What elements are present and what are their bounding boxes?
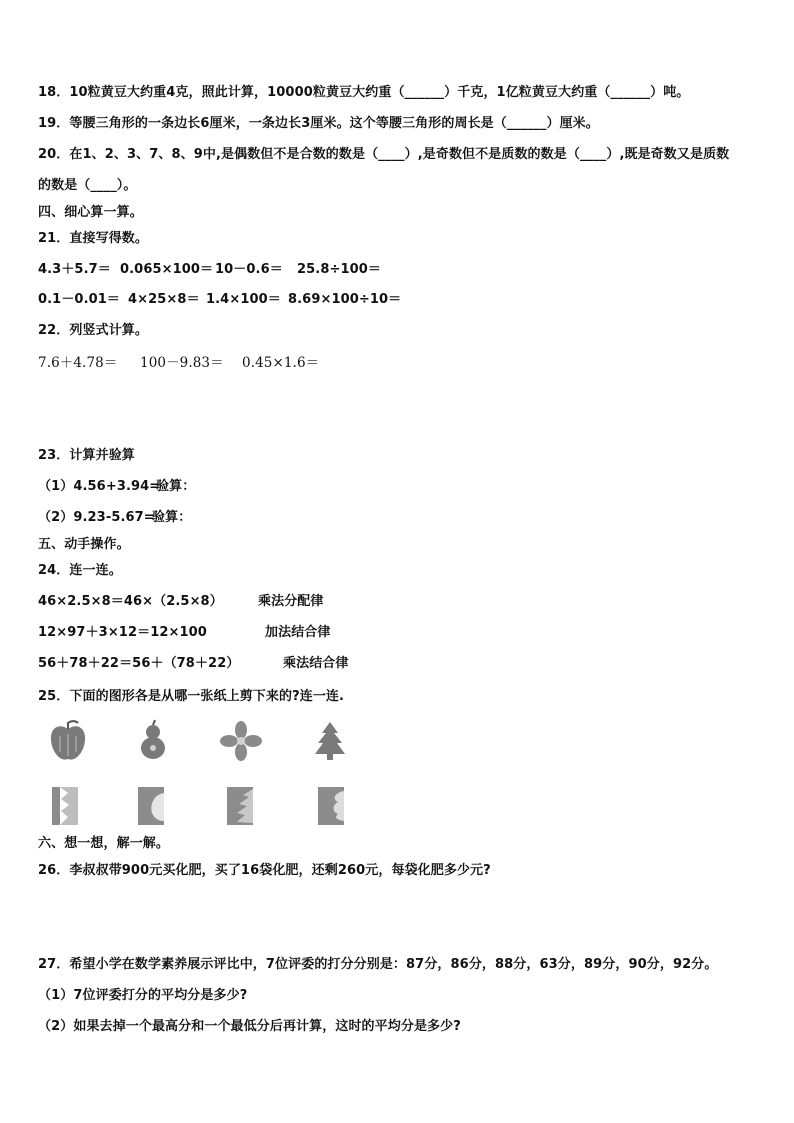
gourd-shape-icon xyxy=(133,718,173,762)
vertical-calc-item: 7.6＋4.78＝ xyxy=(38,355,118,371)
flower-shape-icon xyxy=(220,721,262,761)
section-4-heading: 四、细心算一算。 xyxy=(38,205,143,220)
check-label: 验算： xyxy=(156,479,196,494)
question-22: 22．列竖式计算。 xyxy=(38,323,148,338)
paper-wavy-edge-icon xyxy=(316,785,346,827)
question-19: 19．等腰三角形的一条边长6厘米，一条边长3厘米。这个等腰三角形的周长是（______）厘米。 xyxy=(38,116,599,131)
mental-math-row-2 xyxy=(38,291,401,309)
calc-expression: （1）4.56+3.94= xyxy=(38,479,161,494)
paper-jagged-edge-icon xyxy=(50,785,80,827)
question-23-part-2 xyxy=(38,509,191,527)
calc-expression: （2）9.23-5.67= xyxy=(38,510,155,525)
law-expression: 12×97＋3×12＝12×100 xyxy=(38,625,207,640)
section-5-heading: 五、动手操作。 xyxy=(38,537,130,552)
vertical-calc-item: 100－9.83＝ xyxy=(140,355,224,371)
check-label: 验算： xyxy=(152,510,192,525)
law-name: 加法结合律 xyxy=(265,625,331,640)
law-expression: 56＋78＋22＝56＋（78＋22） xyxy=(38,656,240,671)
question-24: 24．连一连。 xyxy=(38,563,122,578)
paper-tree-edge-icon xyxy=(225,785,255,827)
question-27: 27．希望小学在数学素养展示评比中，7位评委的打分分别是：87分，86分，88分，63分，89分，90分，92分。 xyxy=(38,957,718,972)
law-name: 乘法结合律 xyxy=(283,656,349,671)
section-6-heading: 六、想一想，解一解。 xyxy=(38,836,170,851)
tree-shape-icon xyxy=(313,720,347,762)
question-23-part-1 xyxy=(38,478,195,496)
question-27-part-2: （2）如果去掉一个最高分和一个最低分后再计算，这时的平均分是多少? xyxy=(38,1019,461,1034)
math-item: 4.3＋5.7＝ xyxy=(38,262,111,277)
math-item: 8.69×100÷10＝ xyxy=(288,292,402,307)
math-item: 10－0.6＝ xyxy=(215,262,283,277)
math-item: 1.4×100＝ xyxy=(206,292,281,307)
question-20-line2: 的数是（____）。 xyxy=(38,178,137,193)
question-21: 21．直接写得数。 xyxy=(38,231,148,246)
question-23: 23．计算并验算 xyxy=(38,448,135,463)
math-item: 0.1－0.01＝ xyxy=(38,292,121,307)
vertical-calc-item: 0.45×1.6＝ xyxy=(242,355,320,371)
math-item: 4×25×8＝ xyxy=(128,292,200,307)
question-18: 18．10粒黄豆大约重4克，照此计算，10000粒黄豆大约重（______）千克，1亿粒黄豆大约重（______）吨。 xyxy=(38,85,690,100)
question-27-part-1: （1）7位评委打分的平均分是多少? xyxy=(38,988,248,1003)
vertical-calc-row xyxy=(38,354,319,372)
math-item: 25.8÷100＝ xyxy=(297,262,382,277)
question-26: 26．李叔叔带900元买化肥，买了16袋化肥，还剩260元，每袋化肥多少元? xyxy=(38,863,491,878)
question-25: 25．下面的图形各是从哪一张纸上剪下来的?连一连. xyxy=(38,689,345,704)
question-20-line1: 20．在1、2、3、7、8、9中,是偶数但不是合数的数是（____）,是奇数但不是质数的数是（____）,既是奇数又是质数 xyxy=(38,147,730,162)
math-item: 0.065×100＝ xyxy=(120,262,214,277)
law-expression: 46×2.5×8＝46×（2.5×8） xyxy=(38,594,223,609)
law-name: 乘法分配律 xyxy=(258,594,324,609)
paper-round-cut-icon xyxy=(136,785,166,827)
apple-shape-icon xyxy=(48,720,88,764)
mental-math-row-1 xyxy=(38,261,381,279)
